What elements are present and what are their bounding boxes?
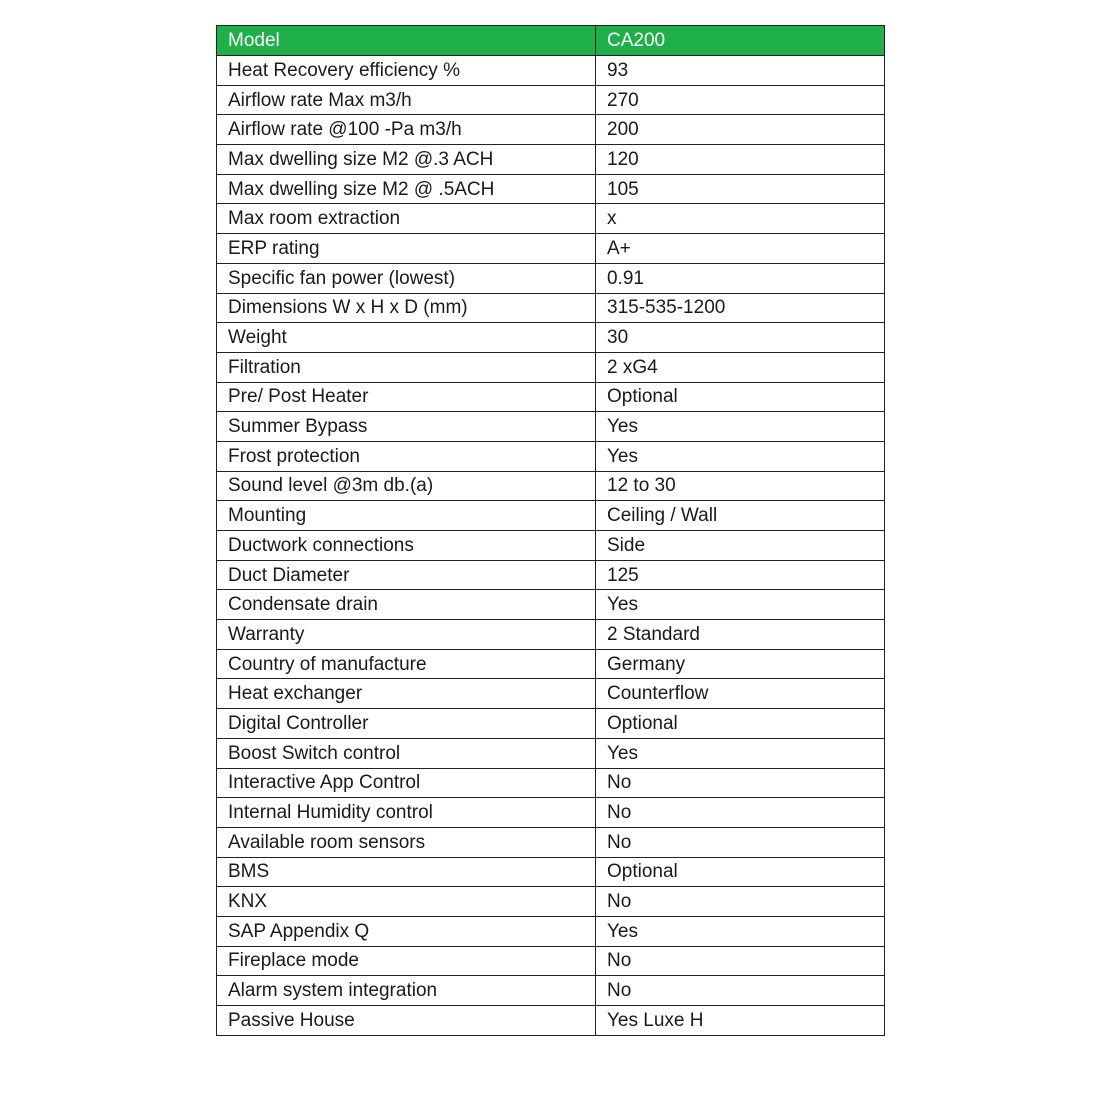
spec-label-cell: Max dwelling size M2 @.3 ACH: [217, 145, 596, 175]
spec-label-cell: Warranty: [217, 620, 596, 650]
spec-label-cell: Max dwelling size M2 @ .5ACH: [217, 174, 596, 204]
spec-label-cell: Heat exchanger: [217, 679, 596, 709]
table-row: [217, 263, 885, 293]
table-row: [217, 649, 885, 679]
table-row: [217, 709, 885, 739]
table-row: [217, 382, 885, 412]
table-row: [217, 946, 885, 976]
spec-value-cell: A+: [596, 234, 885, 264]
spec-value-cell: 315-535-1200: [596, 293, 885, 323]
spec-label-cell: Max room extraction: [217, 204, 596, 234]
table-row: [217, 56, 885, 86]
spec-label-cell: Weight: [217, 323, 596, 353]
spec-label-cell: Boost Switch control: [217, 738, 596, 768]
table-row: [217, 798, 885, 828]
spec-value-cell: No: [596, 827, 885, 857]
spec-label-cell: Passive House: [217, 1006, 596, 1036]
spec-label-cell: Duct Diameter: [217, 560, 596, 590]
spec-value-cell: No: [596, 798, 885, 828]
table-row: [217, 293, 885, 323]
spec-value-cell: Optional: [596, 857, 885, 887]
spec-value-cell: 12 to 30: [596, 471, 885, 501]
spec-value-cell: Ceiling / Wall: [596, 501, 885, 531]
table-row: [217, 323, 885, 353]
spec-value-cell: No: [596, 887, 885, 917]
spec-label-cell: Airflow rate @100 -Pa m3/h: [217, 115, 596, 145]
spec-value-cell: No: [596, 976, 885, 1006]
table-row: [217, 590, 885, 620]
spec-value-cell: Optional: [596, 382, 885, 412]
spec-value-cell: Side: [596, 531, 885, 561]
table-row: [217, 234, 885, 264]
spec-label-cell: Dimensions W x H x D (mm): [217, 293, 596, 323]
table-row: [217, 352, 885, 382]
spec-label-cell: Mounting: [217, 501, 596, 531]
table-row: [217, 145, 885, 175]
spec-label-cell: SAP Appendix Q: [217, 916, 596, 946]
header-label-cell: Model: [217, 26, 596, 56]
spec-value-cell: Yes: [596, 738, 885, 768]
spec-value-cell: 270: [596, 85, 885, 115]
table-row: [217, 679, 885, 709]
spec-label-cell: Digital Controller: [217, 709, 596, 739]
spec-value-cell: 200: [596, 115, 885, 145]
spec-label-cell: Alarm system integration: [217, 976, 596, 1006]
table-header-row: [217, 26, 885, 56]
spec-value-cell: 120: [596, 145, 885, 175]
spec-value-cell: Optional: [596, 709, 885, 739]
spec-label-cell: Interactive App Control: [217, 768, 596, 798]
spec-value-cell: 125: [596, 560, 885, 590]
table-row: [217, 471, 885, 501]
spec-label-cell: Pre/ Post Heater: [217, 382, 596, 412]
table-row: [217, 620, 885, 650]
spec-value-cell: Yes: [596, 590, 885, 620]
table-row: [217, 441, 885, 471]
spec-label-cell: Frost protection: [217, 441, 596, 471]
table-row: [217, 174, 885, 204]
spec-value-cell: Germany: [596, 649, 885, 679]
table-row: [217, 976, 885, 1006]
spec-label-cell: Specific fan power (lowest): [217, 263, 596, 293]
spec-value-cell: 30: [596, 323, 885, 353]
spec-label-cell: Condensate drain: [217, 590, 596, 620]
spec-label-cell: ERP rating: [217, 234, 596, 264]
header-value-cell: CA200: [596, 26, 885, 56]
spec-value-cell: 0.91: [596, 263, 885, 293]
table-row: [217, 916, 885, 946]
table-row: [217, 768, 885, 798]
table-row: [217, 827, 885, 857]
spec-label-cell: Summer Bypass: [217, 412, 596, 442]
spec-label-cell: BMS: [217, 857, 596, 887]
table-row: [217, 204, 885, 234]
table-row: [217, 1006, 885, 1036]
spec-label-cell: Country of manufacture: [217, 649, 596, 679]
spec-value-cell: No: [596, 946, 885, 976]
spec-label-cell: Fireplace mode: [217, 946, 596, 976]
table-row: [217, 85, 885, 115]
spec-value-cell: 2 xG4: [596, 352, 885, 382]
table-row: [217, 738, 885, 768]
spec-table-body: [217, 26, 885, 1036]
table-row: [217, 531, 885, 561]
table-row: [217, 887, 885, 917]
spec-value-cell: Yes: [596, 412, 885, 442]
table-row: [217, 857, 885, 887]
spec-label-cell: Ductwork connections: [217, 531, 596, 561]
table-row: [217, 412, 885, 442]
spec-value-cell: Yes Luxe H: [596, 1006, 885, 1036]
spec-label-cell: Available room sensors: [217, 827, 596, 857]
spec-label-cell: KNX: [217, 887, 596, 917]
spec-label-cell: Sound level @3m db.(a): [217, 471, 596, 501]
spec-value-cell: x: [596, 204, 885, 234]
spec-table: [216, 25, 885, 1036]
table-row: [217, 560, 885, 590]
spec-label-cell: Filtration: [217, 352, 596, 382]
spec-value-cell: Yes: [596, 916, 885, 946]
spec-value-cell: No: [596, 768, 885, 798]
spec-value-cell: 105: [596, 174, 885, 204]
spec-value-cell: 93: [596, 56, 885, 86]
table-row: [217, 501, 885, 531]
spec-label-cell: Heat Recovery efficiency %: [217, 56, 596, 86]
spec-label-cell: Internal Humidity control: [217, 798, 596, 828]
spec-value-cell: Yes: [596, 441, 885, 471]
spec-value-cell: 2 Standard: [596, 620, 885, 650]
spec-label-cell: Airflow rate Max m3/h: [217, 85, 596, 115]
table-row: [217, 115, 885, 145]
spec-value-cell: Counterflow: [596, 679, 885, 709]
